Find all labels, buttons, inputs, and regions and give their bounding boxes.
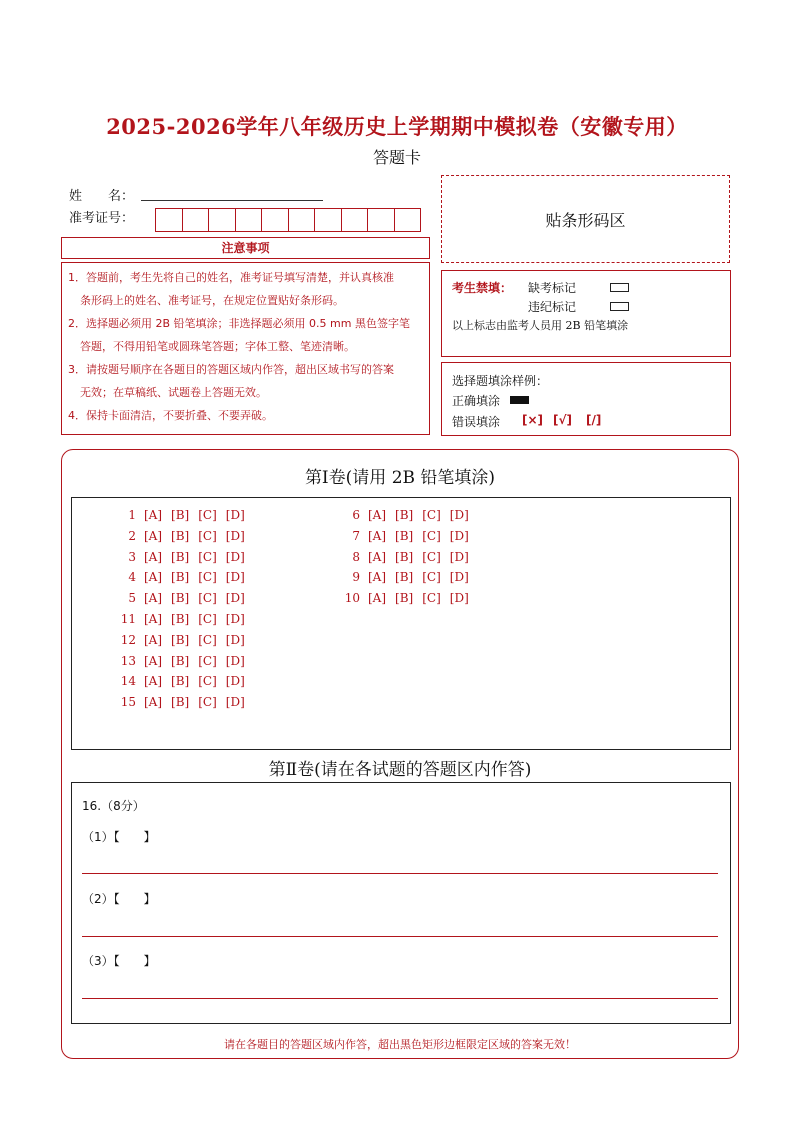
answer-bubble[interactable]: [D]	[225, 632, 245, 647]
question-number: 2	[128, 528, 136, 543]
answer-bubble[interactable]: [C]	[198, 653, 217, 668]
question-number: 8	[352, 549, 360, 564]
answer-bubble[interactable]: [D]	[225, 508, 245, 522]
answer-bubble[interactable]: [A]	[144, 653, 163, 668]
answer-bubble[interactable]: [D]	[449, 570, 469, 585]
choice-question-row	[114, 548, 254, 566]
choice-question-row	[114, 589, 254, 607]
answer-bubble[interactable]: [A]	[144, 591, 163, 606]
choice-question-row	[114, 631, 254, 649]
page-title: 2025-2026学年八年级历史上学期期中模拟卷（安徽专用）	[106, 114, 688, 139]
wrong-fill-example: [×]	[522, 413, 544, 427]
answer-bubble[interactable]: [D]	[225, 591, 245, 606]
wrong-fill-example: [/]	[586, 413, 602, 427]
sub-question-label: （1）【 】	[82, 830, 156, 844]
choice-section	[71, 497, 731, 750]
answer-bubble[interactable]: [D]	[449, 549, 469, 564]
sub-question-label: （3）【 】	[82, 954, 156, 968]
choice-question-row	[338, 548, 478, 566]
part1-title: 第Ⅰ卷(请用 2B 铅笔填涂)	[304, 468, 496, 488]
correct-fill-mark	[510, 396, 529, 404]
answer-bubble[interactable]: [B]	[395, 549, 414, 564]
id-digit-box[interactable]	[236, 209, 263, 231]
answer-bubble[interactable]: [A]	[144, 549, 163, 564]
question-number: 11	[120, 612, 136, 626]
choice-question-row	[114, 693, 254, 711]
part2-title: 第Ⅱ卷(请在各试题的答题区内作答)	[268, 760, 532, 780]
page-subtitle: 答题卡	[372, 148, 421, 167]
notice-list	[61, 262, 430, 435]
exam-status-note: 以上标志由监考人员用 2B 铅笔填涂	[452, 319, 629, 332]
choice-question-row	[114, 568, 254, 586]
answer-bubble[interactable]: [D]	[225, 549, 245, 564]
choice-question-row	[338, 568, 478, 586]
answer-bubble[interactable]: [B]	[171, 695, 190, 710]
answer-bubble[interactable]: [C]	[198, 632, 217, 647]
question-number: 7	[352, 528, 360, 543]
question-16-area	[71, 782, 731, 1024]
answer-bubble[interactable]: [B]	[171, 674, 190, 689]
answer-bubble[interactable]: [A]	[368, 508, 387, 522]
answer-bubble[interactable]: [B]	[395, 570, 414, 585]
answer-bubble[interactable]: [B]	[171, 612, 190, 626]
notice-item: 4．保持卡面清洁，不要折叠、不要弄破。	[68, 409, 273, 422]
choice-question-row	[114, 672, 254, 690]
barcode-area	[441, 175, 730, 263]
choice-question-row	[338, 527, 478, 545]
answer-bubble[interactable]: [C]	[198, 508, 217, 522]
answer-bubble[interactable]: [B]	[171, 570, 190, 585]
answer-bubble[interactable]: [D]	[449, 508, 469, 522]
id-digit-box[interactable]	[156, 209, 183, 231]
question-16-label: 16.（8分）	[82, 799, 145, 813]
fill-sample-box	[441, 362, 731, 436]
answer-bubble[interactable]: [C]	[422, 549, 441, 564]
id-label: 准考证号：	[69, 211, 135, 226]
fill-sample-heading: 选择题填涂样例：	[452, 374, 549, 388]
footer-note: 请在各题目的答题区域内作答，超出黑色矩形边框限定区域的答案无效！	[224, 1038, 576, 1051]
answer-bubble[interactable]: [A]	[144, 508, 163, 522]
sub-question-label: （2）【 】	[82, 892, 156, 906]
answer-bubble[interactable]: [A]	[144, 674, 163, 689]
answer-bubble[interactable]: [A]	[368, 591, 387, 606]
answer-line[interactable]	[82, 936, 718, 937]
question-number: 12	[120, 632, 136, 647]
answer-bubble[interactable]: [C]	[198, 528, 217, 543]
id-digit-box[interactable]	[289, 209, 316, 231]
answer-bubble[interactable]: [B]	[171, 591, 190, 606]
wrong-fill-label: 错误填涂	[452, 415, 501, 429]
correct-fill-label: 正确填涂	[452, 394, 501, 408]
id-digit-box[interactable]	[395, 209, 421, 231]
answer-bubble[interactable]: [D]	[449, 591, 469, 606]
answer-line[interactable]	[82, 873, 718, 874]
notice-heading: 注意事项	[61, 237, 430, 259]
notice-item: 1．答题前，考生先将自己的姓名，准考证号填写清楚，并认真核准 条形码上的姓名、准考证号，在规定位置贴好条形码。	[68, 271, 394, 307]
answer-bubble[interactable]: [C]	[422, 570, 441, 585]
choice-question-row	[114, 527, 254, 545]
answer-bubble[interactable]: [D]	[225, 695, 245, 710]
absent-mark-box[interactable]	[610, 283, 629, 292]
answer-bubble[interactable]: [A]	[144, 695, 163, 710]
question-number: 13	[120, 653, 136, 668]
choice-question-row	[338, 589, 478, 607]
answer-bubble[interactable]: [B]	[395, 508, 414, 522]
exam-status-label: 考生禁填：	[452, 281, 513, 295]
answer-bubble[interactable]: [C]	[198, 695, 217, 710]
answer-bubble[interactable]: [C]	[198, 674, 217, 689]
id-digit-box[interactable]	[183, 209, 210, 231]
answer-bubble[interactable]: [D]	[225, 570, 245, 585]
violation-mark-box[interactable]	[610, 302, 629, 311]
answer-bubble[interactable]: [C]	[422, 528, 441, 543]
question-number: 5	[128, 591, 136, 606]
id-digit-box[interactable]	[368, 209, 395, 231]
answer-bubble[interactable]: [A]	[144, 612, 163, 626]
name-label: 姓 名：	[69, 189, 135, 204]
question-number: 14	[120, 674, 136, 689]
question-number: 6	[352, 508, 360, 522]
choice-question-row	[338, 506, 478, 524]
notice-item: 2．选择题必须用 2B 铅笔填涂；非选择题必须用 0.5 mm 黑色签字笔 答题，不得用铅笔或圆珠笔答题；字体工整、笔迹清晰。	[68, 317, 410, 353]
answer-bubble[interactable]: [C]	[422, 508, 441, 522]
answer-bubble[interactable]: [B]	[395, 528, 414, 543]
name-field[interactable]	[141, 200, 323, 201]
id-digit-box[interactable]	[342, 209, 369, 231]
choice-question-row	[114, 652, 254, 670]
wrong-fill-example: [√]	[553, 413, 572, 427]
question-number: 10	[344, 591, 360, 606]
answer-bubble[interactable]: [A]	[368, 570, 387, 585]
answer-bubble[interactable]: [B]	[395, 591, 414, 606]
id-digit-box[interactable]	[315, 209, 342, 231]
question-number: 15	[120, 695, 136, 710]
answer-bubble[interactable]: [C]	[198, 570, 217, 585]
answer-bubble[interactable]: [D]	[225, 528, 245, 543]
answer-bubble[interactable]: [D]	[225, 674, 245, 689]
answer-bubble[interactable]: [C]	[198, 591, 217, 606]
answer-bubble[interactable]: [B]	[171, 508, 190, 522]
answer-bubble[interactable]: [B]	[171, 653, 190, 668]
question-number: 3	[128, 549, 136, 564]
barcode-label: 贴条形码区	[545, 210, 626, 230]
answer-bubble[interactable]: [B]	[171, 528, 190, 543]
answer-bubble[interactable]: [A]	[144, 632, 163, 647]
answer-bubble[interactable]: [D]	[225, 653, 245, 668]
answer-bubble[interactable]: [A]	[368, 549, 387, 564]
violation-mark-label: 违纪标记	[528, 300, 577, 314]
notice-item: 3．请按题号顺序在各题目的答题区域内作答，超出区域书写的答案 无效；在草稿纸、试题卷上答题无效。	[68, 363, 394, 399]
question-number: 4	[128, 570, 136, 585]
answer-bubble[interactable]: [B]	[171, 632, 190, 647]
answer-bubble[interactable]: [D]	[449, 528, 469, 543]
answer-bubble[interactable]: [C]	[198, 612, 217, 626]
choice-question-row	[114, 506, 254, 524]
answer-bubble[interactable]: [C]	[422, 591, 441, 606]
question-number: 1	[128, 508, 136, 522]
exam-id-boxes[interactable]	[155, 208, 421, 232]
answer-bubble[interactable]: [A]	[368, 528, 387, 543]
id-digit-box[interactable]	[209, 209, 236, 231]
answer-bubble[interactable]: [A]	[144, 570, 163, 585]
question-number: 9	[352, 570, 360, 585]
exam-status-box	[441, 270, 731, 357]
choice-question-row	[114, 610, 254, 628]
answer-bubble[interactable]: [C]	[198, 549, 217, 564]
answer-bubble[interactable]: [A]	[144, 528, 163, 543]
id-digit-box[interactable]	[262, 209, 289, 231]
absent-mark-label: 缺考标记	[528, 281, 577, 295]
answer-bubble[interactable]: [B]	[171, 549, 190, 564]
answer-line[interactable]	[82, 998, 718, 999]
answer-bubble[interactable]: [D]	[225, 612, 245, 626]
